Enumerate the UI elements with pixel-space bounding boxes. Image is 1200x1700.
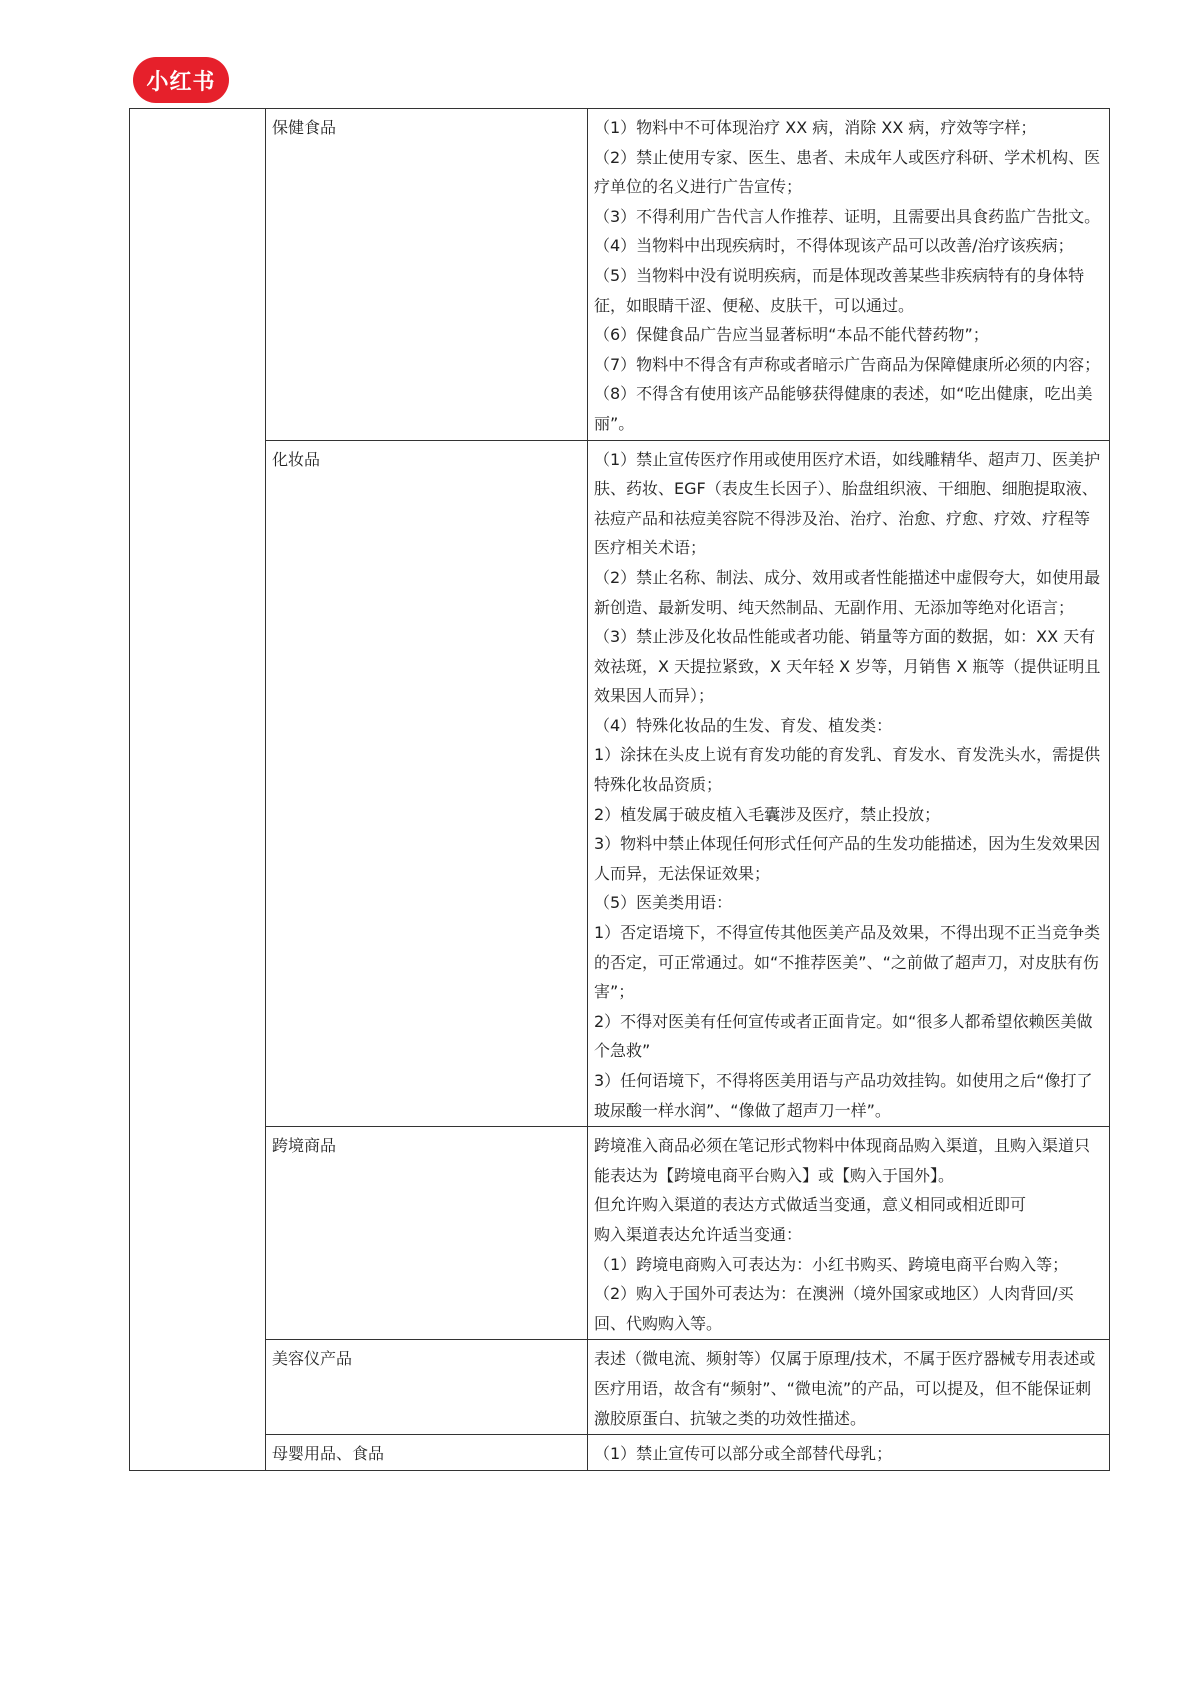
ad-rules-table — [129, 108, 1110, 1471]
rule-line: （1）禁止宣传可以部分或全部替代母乳； — [594, 1444, 893, 1464]
rule-line: 2）不得对医美有任何宣传或者正面肯定。如“很多人都希望依赖医美做个急救” — [594, 1011, 1093, 1061]
rule-line: 2）植发属于破皮植入毛囊涉及医疗，禁止投放； — [594, 804, 941, 824]
rule-line: 3）物料中禁止体现任何形式任何产品的生发功能描述，因为生发效果因人而异，无法保证效果； — [594, 834, 1101, 883]
blank-left-column — [130, 109, 266, 1471]
rule-line: （5）当物料中没有说明疾病，而是体现改善某些非疾病特有的身体特征，如眼睛干涩、便秘、皮肤干，可以通过。 — [594, 265, 1085, 315]
rule-line: 表述（微电流、频射等）仅属于原理/技术，不属于医疗器械专用表述或医疗用语，故含有“频射”、“微电流”的产品，可以提及，但不能保证刺激胶原蛋白、抗皱之类的功效性描述。 — [594, 1349, 1096, 1428]
xiaohongshu-logo: 小红书 — [133, 57, 229, 103]
rule-line: （1）跨境电商购入可表达为：小红书购买、跨境电商平台购入等； — [594, 1254, 1069, 1274]
rule-line: （4）特殊化妆品的生发、育发、植发类： — [594, 715, 893, 735]
rule-line: （3）不得利用广告代言人作推荐、证明，且需要出具食药监广告批文。 — [594, 206, 1101, 226]
rule-line: 1）否定语境下，不得宣传其他医美产品及效果，不得出现不正当竞争类的否定，可正常通过。如“不推荐医美”、“之前做了超声刀，对皮肤有伤害”； — [594, 923, 1101, 1002]
rule-line: 跨境准入商品必须在笔记形式物料中体现商品购入渠道，且购入渠道只能表达为【跨境电商平台购入】或【购入于国外】。 — [594, 1136, 1091, 1185]
rule-line: （3）禁止涉及化妆品性能或者功能、销量等方面的数据，如：XX 天有效祛斑，X 天提拉紧致，X 天年轻 X 岁等，月销售 X 瓶等（提供证明且效果因人而异）； — [594, 627, 1101, 706]
table-row — [130, 440, 1110, 1127]
rule-line: （1）禁止宣传医疗作用或使用医疗术语，如线雕精华、超声刀、医美护肤、药妆、EGF（表皮生长因子）、胎盘组织液、干细胞、细胞提取液、祛痘产品和祛痘美容院不得涉及治、治疗、治愈、疗愈、疗效、疗程等医疗相关术语； — [594, 449, 1101, 558]
rules-cell — [588, 440, 1110, 1127]
table-row — [130, 1340, 1110, 1435]
rule-line: （7）物料中不得含有声称或者暗示广告商品为保障健康所必须的内容； — [594, 354, 1101, 374]
rule-line: （2）禁止名称、制法、成分、效用或者性能描述中虚假夸大，如使用最新创造、最新发明、纯天然制品、无副作用、无添加等绝对化语言； — [594, 567, 1101, 617]
category-cell: 保健食品 — [266, 109, 588, 441]
category-cell: 化妆品 — [266, 440, 588, 1127]
rule-line: 1）涂抹在头皮上说有育发功能的育发乳、育发水、育发洗头水，需提供特殊化妆品资质； — [594, 745, 1101, 795]
rule-line: （2）禁止使用专家、医生、患者、未成年人或医疗科研、学术机构、医疗单位的名义进行广告宣传； — [594, 147, 1101, 197]
rule-line: （5）医美类用语： — [594, 893, 733, 913]
rule-line: （1）物料中不可体现治疗 XX 病，消除 XX 病，疗效等字样； — [594, 118, 1037, 137]
rule-line: 3）任何语境下，不得将医美用语与产品功效挂钩。如使用之后“像打了玻尿酸一样水润”、“像做了超声刀一样”。 — [594, 1071, 1093, 1120]
rules-cell — [588, 1127, 1110, 1340]
rules-cell — [588, 109, 1110, 441]
category-cell: 母婴用品、食品 — [266, 1435, 588, 1471]
rule-line: （8）不得含有使用该产品能够获得健康的表述，如“吃出健康，吃出美丽”。 — [594, 384, 1093, 433]
rule-line: （4）当物料中出现疾病时，不得体现该产品可以改善/治疗该疾病； — [594, 236, 1074, 256]
rule-line: （2）购入于国外可表达为：在澳洲（境外国家或地区）人肉背回/买回、代购购入等。 — [594, 1284, 1074, 1333]
rule-line: （6）保健食品广告应当显著标明“本品不能代替药物”； — [594, 325, 989, 345]
table-row — [130, 1435, 1110, 1471]
rules-cell — [588, 1340, 1110, 1435]
rule-line: 但允许购入渠道的表达方式做适当变通，意义相同或相近即可 — [594, 1195, 1027, 1215]
table-row — [130, 109, 1110, 441]
rules-cell — [588, 1435, 1110, 1471]
rule-line: 购入渠道表达允许适当变通： — [594, 1224, 803, 1244]
table-row — [130, 1127, 1110, 1340]
category-cell: 跨境商品 — [266, 1127, 588, 1340]
category-cell: 美容仪产品 — [266, 1340, 588, 1435]
